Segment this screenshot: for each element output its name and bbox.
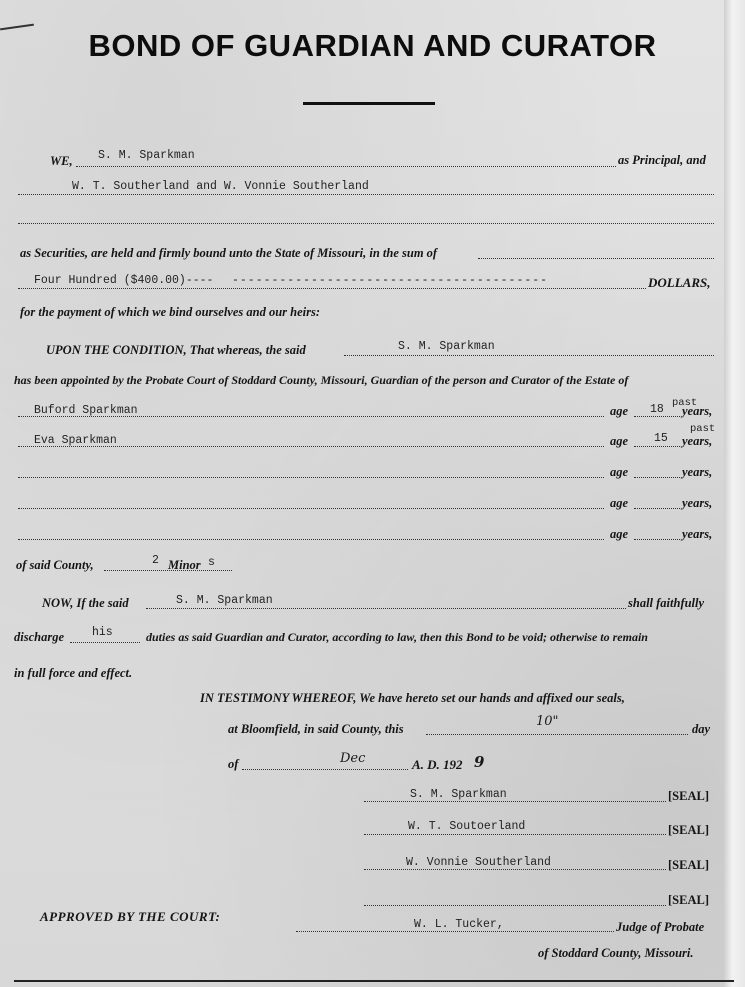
signature-line [364, 905, 666, 906]
age-label: age [610, 496, 629, 510]
minor-name-line [18, 539, 604, 540]
condition-line [344, 355, 714, 356]
now-line [146, 608, 626, 609]
minor-age: 18 [650, 403, 664, 416]
condition-label: UPON THE CONDITION, That whereas, the said [46, 343, 306, 357]
day-line [426, 734, 688, 735]
day-value: 10" [536, 714, 559, 729]
place-clause: at Bloomfield, in said County, this [228, 722, 404, 736]
page-edge [724, 0, 745, 987]
seal-label: [SEAL] [668, 789, 709, 803]
years-label: years, [682, 496, 713, 510]
testimony-clause: IN TESTIMONY WHEREOF, We have hereto set our hands and affixed our seals, [200, 691, 625, 705]
appointed-clause: has been appointed by the Probate Court of Stoddard County, Missouri, Guardian of the person and Curator of the Estate of [14, 373, 629, 387]
day-label: day [692, 722, 711, 736]
signature-line [364, 869, 666, 870]
age-label: age [610, 404, 629, 418]
payment-clause: for the payment of which we bind ourselves and our heirs: [20, 305, 321, 319]
signature-line [364, 834, 666, 835]
sum-text: Four Hundred ($400.00)---- [34, 274, 214, 287]
age-line [634, 446, 680, 447]
signature-name: S. M. Sparkman [410, 788, 507, 801]
age-label: age [610, 465, 629, 479]
minors-suffix: s [208, 556, 215, 569]
securities-names: W. T. Southerland and W. Vonnie Southerland [72, 180, 369, 193]
minor-name-line [18, 446, 604, 447]
minors-word: Minor [168, 558, 201, 572]
minors-count: 2 [152, 554, 159, 567]
duties-clause: duties as said Guardian and Curator, according to law, then this Bond to be void; otherwise to remain [146, 630, 648, 644]
signature-name: W. Vonnie Southerland [406, 856, 551, 869]
securities-line-1 [18, 194, 714, 195]
minor-age-note: past [672, 397, 698, 409]
discharge-line [70, 642, 140, 643]
condition-name: S. M. Sparkman [398, 340, 495, 353]
of-label: of [228, 757, 239, 771]
minor-name-line [18, 508, 604, 509]
month-line [242, 769, 408, 770]
age-label: age [610, 527, 629, 541]
age-line [634, 477, 680, 478]
principal-line [76, 166, 616, 167]
as-principal-label: as Principal, and [618, 153, 706, 167]
bottom-rule [14, 980, 734, 982]
faithfully-label: shall faithfully [628, 596, 705, 610]
full-force: in full force and effect. [14, 666, 133, 680]
securities-clause-line [478, 258, 714, 259]
seal-label: [SEAL] [668, 893, 709, 907]
minor-name-line [18, 477, 604, 478]
page-title: BOND OF GUARDIAN AND CURATOR [88, 28, 657, 63]
securities-clause: as Securities, are held and firmly bound unto the State of Missouri, in the sum of [20, 246, 438, 260]
age-line [634, 539, 680, 540]
minor-name-line [18, 416, 604, 417]
signature-name: W. T. Soutoerland [408, 820, 526, 833]
dollars-label: DOLLARS, [648, 275, 711, 290]
judge-name: W. L. Tucker, [414, 918, 504, 931]
said-county-label: of said County, [16, 558, 94, 572]
years-label: years, [682, 434, 713, 448]
minor-name: Eva Sparkman [34, 434, 117, 447]
approved-label: APPROVED BY THE COURT: [40, 909, 221, 924]
judge-title: Judge of Probate [616, 920, 705, 934]
minor-age: 15 [654, 432, 668, 445]
seal-label: [SEAL] [668, 823, 709, 837]
age-line [634, 508, 680, 509]
minor-age-note: past [690, 423, 716, 435]
principal-name: S. M. Sparkman [98, 149, 195, 162]
now-name: S. M. Sparkman [176, 594, 273, 607]
we-label: WE, [50, 154, 73, 168]
years-label: years, [682, 465, 713, 479]
title-underline [303, 102, 435, 105]
seal-label: [SEAL] [668, 858, 709, 872]
age-label: age [610, 434, 629, 448]
sum-dashes: ---------------------------------------- [232, 274, 549, 287]
discharge-word: his [92, 626, 113, 639]
now-label: NOW, If the said [42, 596, 129, 610]
ad-label: A. D. 192 [412, 757, 463, 772]
discharge-label: discharge [14, 630, 64, 644]
minor-name: Buford Sparkman [34, 404, 138, 417]
years-label: years, [682, 404, 713, 418]
year-digit: 9 [474, 753, 485, 771]
age-line [634, 416, 680, 417]
securities-line-2 [18, 223, 714, 224]
sum-line [18, 288, 646, 289]
month-value: Dec [340, 751, 366, 766]
judge-line [296, 931, 614, 932]
years-label: years, [682, 527, 713, 541]
signature-line [364, 801, 666, 802]
judge-county: of Stoddard County, Missouri. [538, 946, 694, 960]
